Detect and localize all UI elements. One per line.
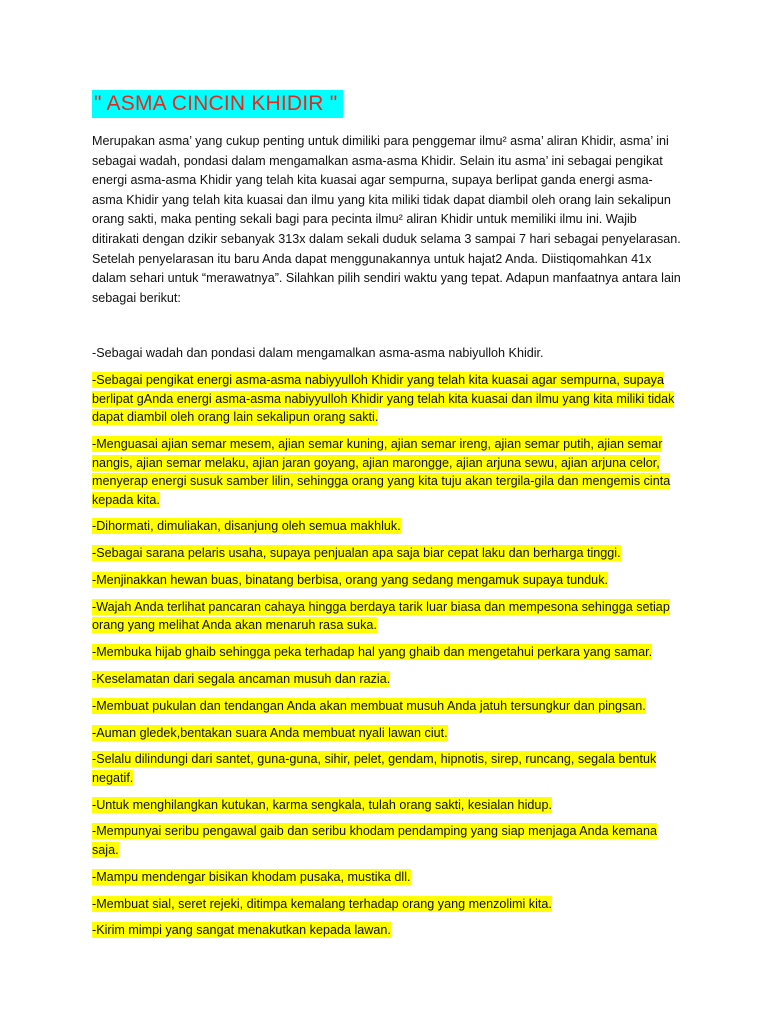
benefit-text: -Membuat sial, seret rejeki, ditimpa kemalang terhadap orang yang menzolimi kita.: [92, 896, 552, 911]
benefit-text: -Membuat pukulan dan tendangan Anda akan membuat musuh Anda jatuh tersungkur dan pingsan.: [92, 698, 646, 713]
benefit-text: -Dihormati, dimuliakan, disanjung oleh semua makhluk.: [92, 519, 401, 534]
benefit-item: [92, 697, 682, 716]
benefit-item: [92, 571, 682, 590]
benefit-item: [92, 724, 682, 743]
benefit-text: -Auman gledek,bentakan suara Anda membuat nyali lawan ciut.: [92, 725, 448, 740]
benefit-item: [92, 544, 682, 563]
benefit-item: [92, 895, 682, 914]
benefit-item: [92, 670, 682, 689]
benefit-text: -Menguasai ajian semar mesem, ajian semar kuning, ajian semar ireng, ajian semar putih, ajian semar nangis, ajian semar melaku, ajian jaran goyang, ajian marongge, ajian arjuna sewu, ajian arjuna celor, menyerap energi susuk samber lilin, sehingga orang yang kita tuju akan tergila-gila dan mengemis cinta kepada kita.: [92, 436, 671, 507]
intro-paragraph: Merupakan asma’ yang cukup penting untuk dimiliki para penggemar ilmu² asma’ aliran Khidir, asma’ ini sebagai wadah, pondasi dalam mengamalkan asma-asma Khidir. Selain itu asma’ ini sebagai pengikat energi asma-asma Khidir yang telah kita kuasai agar sempurna, supaya berlipat ganda energi asma-asma Khidir yang telah kita kuasai dan ilmu yang kita miliki tidak dapat diambil oleh orang lain sekalipun orang sakti, maka penting sekali bagi para pecinta ilmu² aliran Khidir untuk memiliki ilmu ini. Wajib ditirakati dengan dzikir sebanyak 313x dalam sekali duduk selama 3 sampai 7 hari sebagai penyelarasan. Setelah penyelarasan itu baru Anda dapat menggunakannya untuk hajat2 Anda. Diistiqomahkan 41x dalam sehari untuk “merawatnya”. Silahkan pilih sendiri waktu yang tepat. Adapun manfaatnya antara lain sebagai berikut:: [92, 134, 681, 305]
document-page: [92, 90, 682, 948]
title-block: [92, 90, 682, 118]
benefit-item: [92, 750, 682, 787]
benefit-item: [92, 822, 682, 859]
benefit-item: [92, 796, 682, 815]
benefit-text: -Untuk menghilangkan kutukan, karma sengkala, tulah orang sakti, kesialan hidup.: [92, 797, 552, 812]
benefit-item: [92, 517, 682, 536]
benefit-text: -Menjinakkan hewan buas, binatang berbisa, orang yang sedang mengamuk supaya tunduk.: [92, 573, 608, 588]
benefit-item: [92, 868, 682, 887]
benefit-text: -Sebagai pengikat energi asma-asma nabiyyulloh Khidir yang telah kita kuasai agar sempurna, supaya berlipat gAnda energi asma-asma nabiyyulloh Khidir yang telah kita kuasai dan ilmu yang kita miliki tidak dapat diambil oleh orang lain sekalipun orang sakti.: [92, 372, 675, 425]
document-title: " ASMA CINCIN KHIDIR ": [92, 90, 343, 118]
benefits-list: [92, 371, 682, 940]
benefit-item: [92, 371, 682, 427]
benefit-text: -Membuka hijab ghaib sehingga peka terhadap hal yang ghaib dan mengetahui perkara yang samar.: [92, 645, 653, 660]
benefit-text: -Selalu dilindungi dari santet, guna-guna, sihir, pelet, gendam, hipnotis, sirep, runcang, segala bentuk negatif.: [92, 752, 657, 785]
benefit-text: -Sebagai sarana pelaris usaha, supaya penjualan apa saja biar cepat laku dan berharga tinggi.: [92, 546, 621, 561]
benefit-text: -Mempunyai seribu pengawal gaib dan seribu khodam pendamping yang siap menjaga Anda kemana saja.: [92, 824, 657, 858]
benefit-item: [92, 921, 682, 940]
benefit-item: [92, 598, 682, 635]
benefit-text: -Keselamatan dari segala ancaman musuh dan razia.: [92, 671, 391, 686]
benefit-item: [92, 435, 682, 509]
benefit-text: -Wajah Anda terlihat pancaran cahaya hingga berdaya tarik luar biasa dan mempesona sehingga setiap orang yang melihat Anda akan menaruh rasa suka.: [92, 599, 670, 633]
first-benefit: -Sebagai wadah dan pondasi dalam mengamalkan asma-asma nabiyulloh Khidir.: [92, 346, 544, 361]
benefit-text: -Mampu mendengar bisikan khodam pusaka, mustika dll.: [92, 869, 411, 884]
benefit-text: -Kirim mimpi yang sangat menakutkan kepada lawan.: [92, 923, 391, 938]
benefit-item: [92, 643, 682, 662]
